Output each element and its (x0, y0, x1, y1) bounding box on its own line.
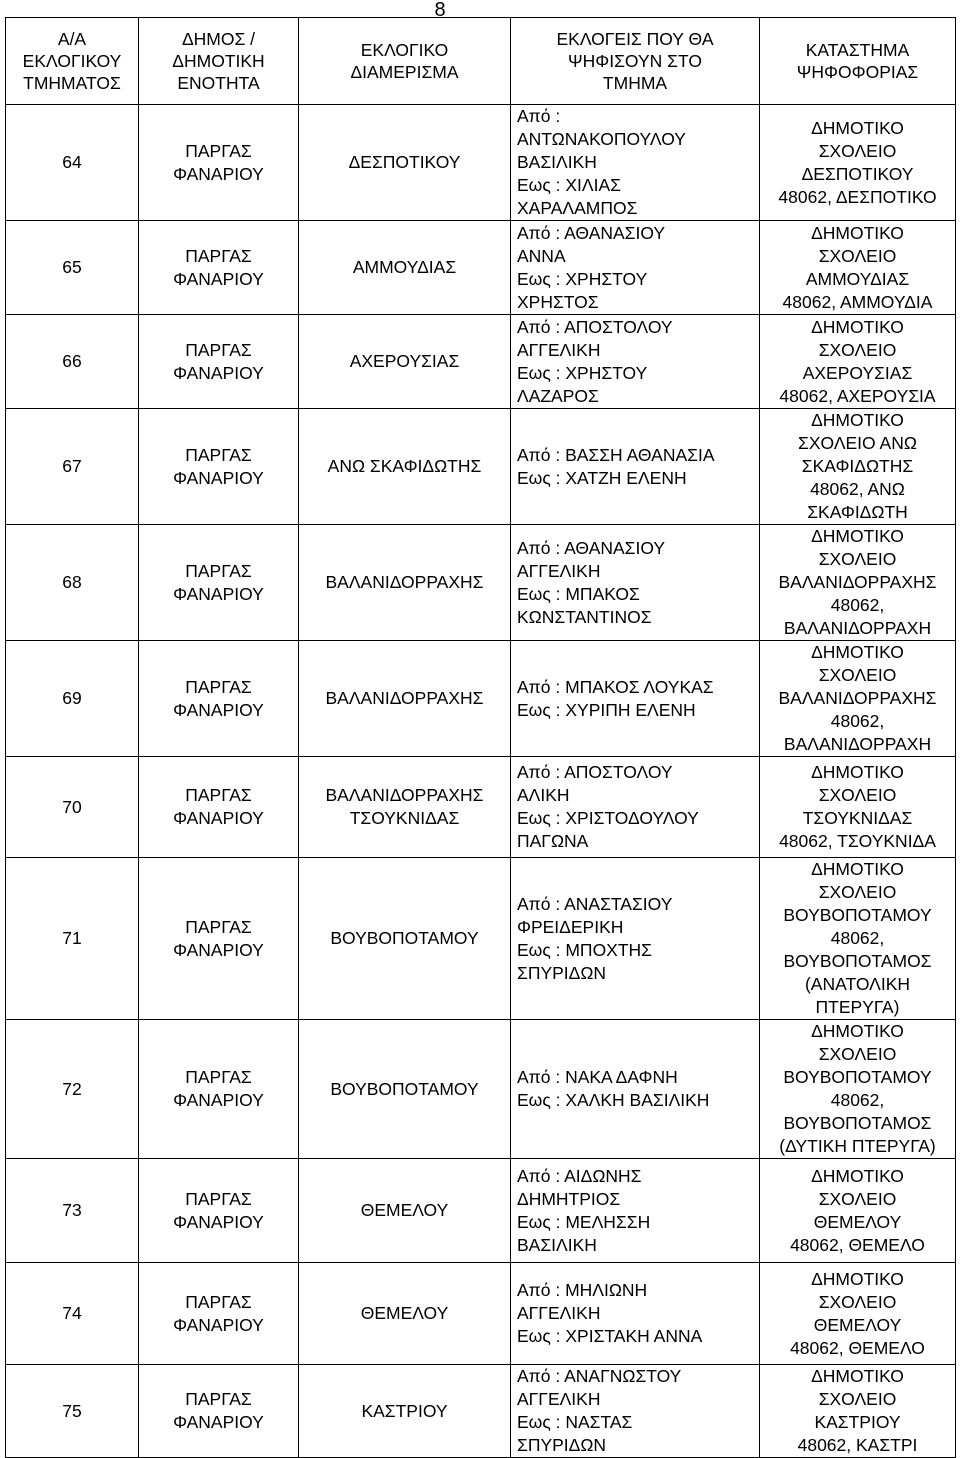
table-row (6, 221, 956, 315)
table-row (6, 1263, 956, 1365)
section-number-cell: 65 (6, 221, 139, 315)
polling-station-cell: ΔΗΜΟΤΙΚΟ ΣΧΟΛΕΙΟ ΚΑΣΤΡΙΟΥ 48062, ΚΑΣΤΡΙ (760, 1365, 956, 1458)
district-cell: ΒΑΛΑΝΙΔΟΡΡΑΧΗΣ ΤΣΟΥΚΝΙΔΑΣ (299, 757, 511, 858)
district-cell: ΘΕΜΕΛΟΥ (299, 1263, 511, 1365)
district-cell: ΒΑΛΑΝΙΔΟΡΡΑΧΗΣ (299, 641, 511, 757)
polling-stations-table (5, 17, 956, 1458)
header-row (6, 18, 956, 105)
polling-station-cell: ΔΗΜΟΤΙΚΟ ΣΧΟΛΕΙΟ ΑΝΩ ΣΚΑΦΙΔΩΤΗΣ 48062, ΑΝΩ ΣΚΑΦΙΔΩΤΗ (760, 409, 956, 525)
header-polling-station: ΚΑΤΑΣΤΗΜΑ ΨΗΦΟΦΟΡΙΑΣ (760, 18, 956, 105)
polling-station-cell: ΔΗΜΟΤΙΚΟ ΣΧΟΛΕΙΟ ΘΕΜΕΛΟΥ 48062, ΘΕΜΕΛΟ (760, 1159, 956, 1263)
table-row (6, 1159, 956, 1263)
district-cell: ΔΕΣΠΟΤΙΚΟΥ (299, 105, 511, 221)
polling-station-cell: ΔΗΜΟΤΙΚΟ ΣΧΟΛΕΙΟ ΑΜΜΟΥΔΙΑΣ 48062, ΑΜΜΟΥΔΙΑ (760, 221, 956, 315)
polling-station-cell: ΔΗΜΟΤΙΚΟ ΣΧΟΛΕΙΟ ΘΕΜΕΛΟΥ 48062, ΘΕΜΕΛΟ (760, 1263, 956, 1365)
municipality-cell: ΠΑΡΓΑΣ ΦΑΝΑΡΙΟΥ (139, 858, 299, 1020)
municipality-cell: ΠΑΡΓΑΣ ΦΑΝΑΡΙΟΥ (139, 409, 299, 525)
table-row (6, 525, 956, 641)
voters-range-cell: Από : ΑΝΑΓΝΩΣΤΟΥ ΑΓΓΕΛΙΚΗ Εως : ΝΑΣΤΑΣ ΣΠΥΡΙΔΩΝ (511, 1365, 760, 1458)
municipality-cell: ΠΑΡΓΑΣ ΦΑΝΑΡΙΟΥ (139, 1263, 299, 1365)
municipality-cell: ΠΑΡΓΑΣ ΦΑΝΑΡΙΟΥ (139, 1365, 299, 1458)
section-number-cell: 73 (6, 1159, 139, 1263)
voters-range-cell: Από : ΑΠΟΣΤΟΛΟΥ ΑΛΙΚΗ Εως : ΧΡΙΣΤΟΔΟΥΛΟΥ ΠΑΓΩΝΑ (511, 757, 760, 858)
voters-range-cell: Από : ΜΠΑΚΟΣ ΛΟΥΚΑΣ Εως : ΧΥΡΙΠΗ ΕΛΕΝΗ (511, 641, 760, 757)
municipality-cell: ΠΑΡΓΑΣ ΦΑΝΑΡΙΟΥ (139, 641, 299, 757)
municipality-cell: ΠΑΡΓΑΣ ΦΑΝΑΡΙΟΥ (139, 1020, 299, 1159)
polling-station-cell: ΔΗΜΟΤΙΚΟ ΣΧΟΛΕΙΟ ΤΣΟΥΚΝΙΔΑΣ 48062, ΤΣΟΥΚΝΙΔΑ (760, 757, 956, 858)
municipality-cell: ΠΑΡΓΑΣ ΦΑΝΑΡΙΟΥ (139, 221, 299, 315)
district-cell: ΚΑΣΤΡΙΟΥ (299, 1365, 511, 1458)
section-number-cell: 67 (6, 409, 139, 525)
section-number-cell: 69 (6, 641, 139, 757)
table-row (6, 409, 956, 525)
table-row (6, 315, 956, 409)
section-number-cell: 71 (6, 858, 139, 1020)
voters-range-cell: Από : ΑΙΔΩΝΗΣ ΔΗΜΗΤΡΙΟΣ Εως : ΜΕΛΗΣΣΗ ΒΑΣΙΛΙΚΗ (511, 1159, 760, 1263)
voters-range-cell: Από : ΑΠΟΣΤΟΛΟΥ ΑΓΓΕΛΙΚΗ Εως : ΧΡΗΣΤΟΥ ΛΑΖΑΡΟΣ (511, 315, 760, 409)
district-cell: ΒΟΥΒΟΠΟΤΑΜΟΥ (299, 1020, 511, 1159)
municipality-cell: ΠΑΡΓΑΣ ΦΑΝΑΡΙΟΥ (139, 105, 299, 221)
header-district: ΕΚΛΟΓΙΚΟ ΔΙΑΜΕΡΙΣΜΑ (299, 18, 511, 105)
voters-range-cell: Από : ΒΑΣΣΗ ΑΘΑΝΑΣΙΑ Εως : ΧΑΤΖΗ ΕΛΕΝΗ (511, 409, 760, 525)
table-row (6, 757, 956, 858)
voters-range-cell: Από : ΑΝΤΩΝΑΚΟΠΟΥΛΟΥ ΒΑΣΙΛΙΚΗ Εως : ΧΙΛΙΑΣ ΧΑΡΑΛΑΜΠΟΣ (511, 105, 760, 221)
table-row (6, 1365, 956, 1458)
polling-station-cell: ΔΗΜΟΤΙΚΟ ΣΧΟΛΕΙΟ ΒΟΥΒΟΠΟΤΑΜΟΥ 48062, ΒΟΥΒΟΠΟΤΑΜΟΣ (ΔΥΤΙΚΗ ΠΤΕΡΥΓΑ) (760, 1020, 956, 1159)
section-number-cell: 75 (6, 1365, 139, 1458)
district-cell: ΑΝΩ ΣΚΑΦΙΔΩΤΗΣ (299, 409, 511, 525)
district-cell: ΒΑΛΑΝΙΔΟΡΡΑΧΗΣ (299, 525, 511, 641)
table-row (6, 105, 956, 221)
table-row (6, 1020, 956, 1159)
section-number-cell: 70 (6, 757, 139, 858)
header-voters: ΕΚΛΟΓΕΙΣ ΠΟΥ ΘΑ ΨΗΦΙΣΟΥΝ ΣΤΟ ΤΜΗΜΑ (511, 18, 760, 105)
section-number-cell: 72 (6, 1020, 139, 1159)
polling-station-cell: ΔΗΜΟΤΙΚΟ ΣΧΟΛΕΙΟ ΑΧΕΡΟΥΣΙΑΣ 48062, ΑΧΕΡΟΥΣΙΑ (760, 315, 956, 409)
voters-range-cell: Από : ΝΑΚΑ ΔΑΦΝΗ Εως : ΧΑΛΚΗ ΒΑΣΙΛΙΚΗ (511, 1020, 760, 1159)
polling-station-cell: ΔΗΜΟΤΙΚΟ ΣΧΟΛΕΙΟ ΒΑΛΑΝΙΔΟΡΡΑΧΗΣ 48062, ΒΑΛΑΝΙΔΟΡΡΑΧΗ (760, 641, 956, 757)
table-row (6, 858, 956, 1020)
polling-station-cell: ΔΗΜΟΤΙΚΟ ΣΧΟΛΕΙΟ ΒΑΛΑΝΙΔΟΡΡΑΧΗΣ 48062, ΒΑΛΑΝΙΔΟΡΡΑΧΗ (760, 525, 956, 641)
municipality-cell: ΠΑΡΓΑΣ ΦΑΝΑΡΙΟΥ (139, 757, 299, 858)
section-number-cell: 74 (6, 1263, 139, 1365)
voters-range-cell: Από : ΑΘΑΝΑΣΙΟΥ ΑΝΝΑ Εως : ΧΡΗΣΤΟΥ ΧΡΗΣΤΟΣ (511, 221, 760, 315)
district-cell: ΒΟΥΒΟΠΟΤΑΜΟΥ (299, 858, 511, 1020)
page-number: 8 (434, 0, 446, 21)
voters-range-cell: Από : ΜΗΛΙΩΝΗ ΑΓΓΕΛΙΚΗ Εως : ΧΡΙΣΤΑΚΗ ΑΝΝΑ (511, 1263, 760, 1365)
district-cell: ΑΜΜΟΥΔΙΑΣ (299, 221, 511, 315)
section-number-cell: 64 (6, 105, 139, 221)
district-cell: ΑΧΕΡΟΥΣΙΑΣ (299, 315, 511, 409)
voters-range-cell: Από : ΑΘΑΝΑΣΙΟΥ ΑΓΓΕΛΙΚΗ Εως : ΜΠΑΚΟΣ ΚΩΝΣΤΑΝΤΙΝΟΣ (511, 525, 760, 641)
section-number-cell: 68 (6, 525, 139, 641)
municipality-cell: ΠΑΡΓΑΣ ΦΑΝΑΡΙΟΥ (139, 315, 299, 409)
municipality-cell: ΠΑΡΓΑΣ ΦΑΝΑΡΙΟΥ (139, 1159, 299, 1263)
district-cell: ΘΕΜΕΛΟΥ (299, 1159, 511, 1263)
municipality-cell: ΠΑΡΓΑΣ ΦΑΝΑΡΙΟΥ (139, 525, 299, 641)
section-number-cell: 66 (6, 315, 139, 409)
header-section-number: Α/Α ΕΚΛΟΓΙΚΟΥ ΤΜΗΜΑΤΟΣ (6, 18, 139, 105)
polling-station-cell: ΔΗΜΟΤΙΚΟ ΣΧΟΛΕΙΟ ΒΟΥΒΟΠΟΤΑΜΟΥ 48062, ΒΟΥΒΟΠΟΤΑΜΟΣ (ΑΝΑΤΟΛΙΚΗ ΠΤΕΡΥΓΑ) (760, 858, 956, 1020)
table-row (6, 641, 956, 757)
header-municipality: ΔΗΜΟΣ / ΔΗΜΟΤΙΚΗ ΕΝΟΤΗΤΑ (139, 18, 299, 105)
polling-station-cell: ΔΗΜΟΤΙΚΟ ΣΧΟΛΕΙΟ ΔΕΣΠΟΤΙΚΟΥ 48062, ΔΕΣΠΟΤΙΚΟ (760, 105, 956, 221)
voters-range-cell: Από : ΑΝΑΣΤΑΣΙΟΥ ΦΡΕΙΔΕΡΙΚΗ Εως : ΜΠΟΧΤΗΣ ΣΠΥΡΙΔΩΝ (511, 858, 760, 1020)
